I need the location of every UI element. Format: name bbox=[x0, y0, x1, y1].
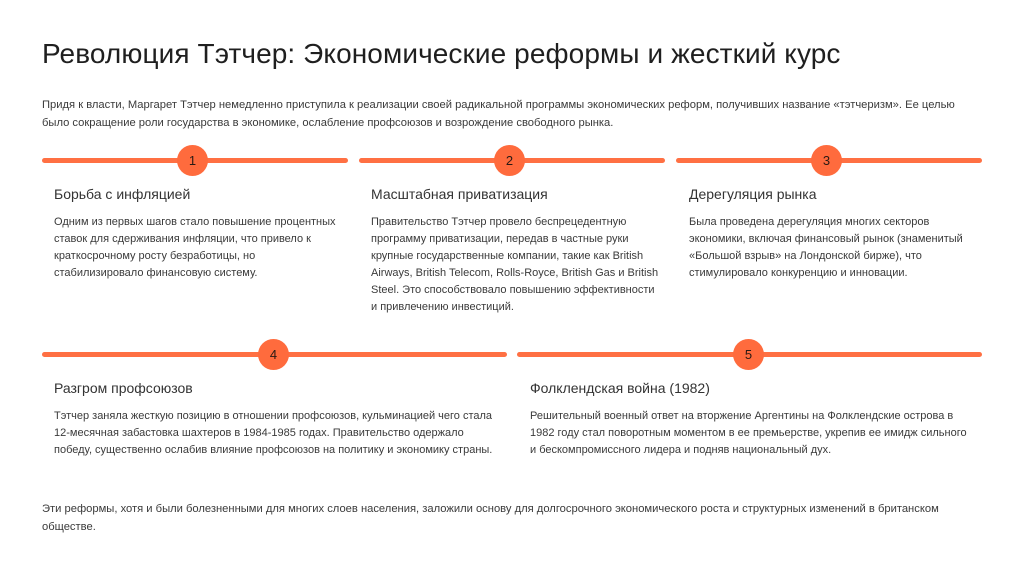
page-title: Революция Тэтчер: Экономические реформы и жесткий курс bbox=[42, 38, 841, 69]
step-title-2: Масштабная приватизация bbox=[371, 186, 548, 202]
step-badge-2: 2 bbox=[494, 145, 525, 176]
step-text-2: Правительство Тэтчер провело беспрецедентную программу приватизации, передав в частные руки крупные государственные компании, такие как British Airways, British Telecom, Rolls-Royce, British Gas и British Steel. Это способствовало повышению эффективности и привлечению инвестиций. bbox=[371, 216, 659, 313]
conclusion-paragraph: Эти реформы, хотя и были болезненными для многих слоев населения, заложили основу для долгосрочного экономического роста и структурных изменений в британском обществе. bbox=[42, 503, 939, 533]
step-badge-4: 4 bbox=[258, 339, 289, 370]
step-badge-1: 1 bbox=[177, 145, 208, 176]
step-badge-3: 3 bbox=[811, 145, 842, 176]
step-title-4: Разгром профсоюзов bbox=[54, 380, 193, 396]
step-title-1: Борьба с инфляцией bbox=[54, 186, 191, 202]
step-badge-5: 5 bbox=[733, 339, 764, 370]
step-title-5: Фолклендская война (1982) bbox=[530, 380, 710, 396]
step-card-5 bbox=[530, 380, 975, 459]
step-card-2 bbox=[371, 186, 659, 316]
intro-paragraph: Придя к власти, Маргарет Тэтчер немедленно приступила к реализации своей радикальной программы экономических реформ, получивших название «тэтчеризм». Ее целью было сокращение роли государства в экономике, ослабление профсоюзов и возрождение свободного рынка. bbox=[42, 99, 955, 129]
step-title-3: Дерегуляция рынка bbox=[689, 186, 817, 202]
step-card-1 bbox=[54, 186, 344, 282]
step-text-1: Одним из первых шагов стало повышение процентных ставок для сдерживания инфляции, что привело к краткосрочному росту безработицы, но стабилизировало финансовую систему. bbox=[54, 216, 336, 279]
step-text-5: Решительный военный ответ на вторжение Аргентины на Фолклендские острова в 1982 году стал поворотным моментом в ее премьерстве, укрепив ее имидж сильного и бескомпромиссного лидера и подняв национальный дух. bbox=[530, 410, 967, 456]
step-text-3: Была проведена дерегуляция многих секторов экономики, включая финансовый рынок (знаменитый «Большой взрыв» на Лондонской бирже), что стимулировало конкуренцию и инновации. bbox=[689, 216, 963, 279]
step-card-4 bbox=[54, 380, 494, 459]
step-text-4: Тэтчер заняла жесткую позицию в отношении профсоюзов, кульминацией чего стала 12-месячная забастовка шахтеров в 1984-1985 годах. Правительство одержало победу, существенно ослабив влияние профсоюзов на политику и экономику страны. bbox=[54, 410, 493, 456]
step-card-3 bbox=[689, 186, 971, 282]
